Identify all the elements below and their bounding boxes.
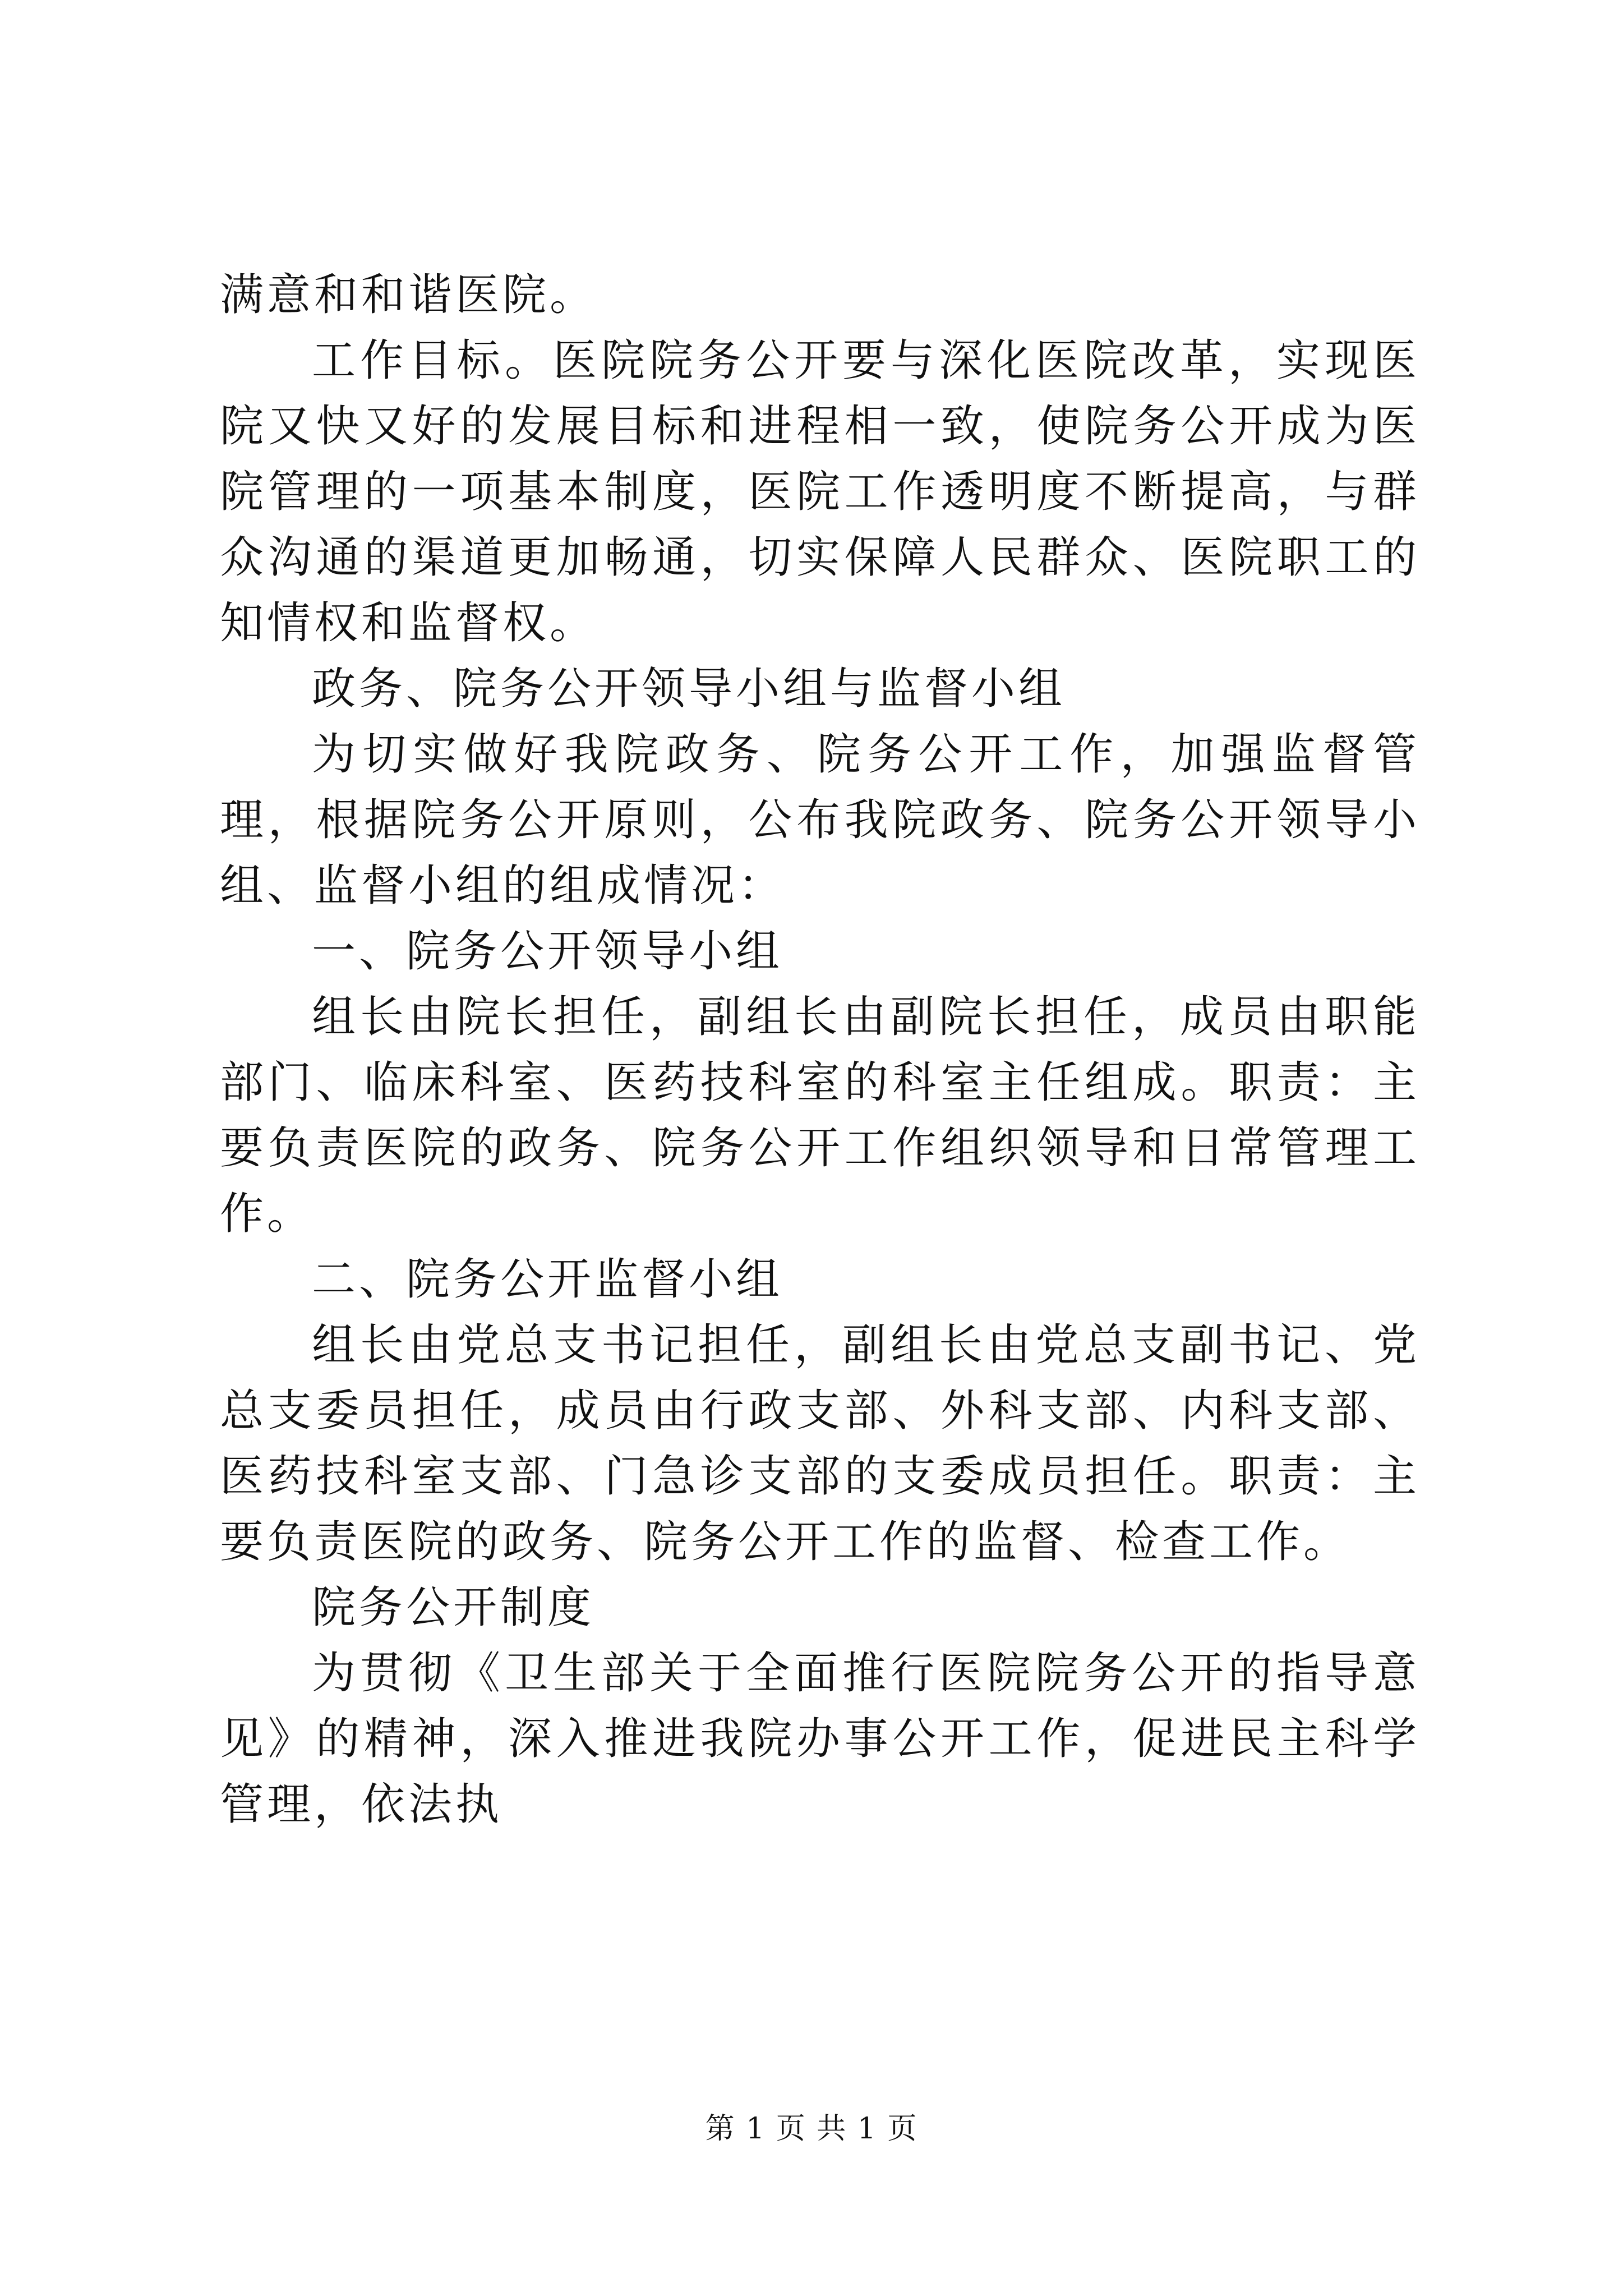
paragraph-leadership-group: 组长由院长担任，副组长由副院长担任，成员由职能部门、临床科室、医药技科室的科室主任组成。职责：主要负责医院的政务、院务公开工作组织领导和日常管理工作。 <box>220 992 1420 1239</box>
heading-groups: 政务、院务公开领导小组与监督小组 <box>312 664 1066 714</box>
heading-leadership-group: 一、院务公开领导小组 <box>312 926 783 977</box>
page-footer: 第 1 页 共 1 页 <box>705 2112 918 2146</box>
paragraph-groups-intro: 为切实做好我院政务、院务公开工作，加强监督管理，根据院务公开原则，公布我院政务、院务公开领导小组、监督小组的组成情况： <box>220 729 1420 911</box>
document-body <box>220 263 1420 1838</box>
paragraph-continuation: 满意和和谐医院。 <box>220 270 597 320</box>
heading-supervision-group: 二、院务公开监督小组 <box>312 1254 783 1305</box>
paragraph-work-goal: 工作目标。医院院务公开要与深化医院改革，实现医院又快又好的发展目标和进程相一致，使院务公开成为医院管理的一项基本制度，医院工作透明度不断提高，与群众沟通的渠道更加畅通，切实保障人民群众、医院职工的知情权和监督权。 <box>220 335 1420 648</box>
heading-disclosure-system: 院务公开制度 <box>312 1582 595 1633</box>
paragraph-supervision-group: 组长由党总支书记担任，副组长由党总支副书记、党总支委员担任，成员由行政支部、外科支部、内科支部、医药技科室支部、门急诊支部的支委成员担任。职责：主要负责医院的政务、院务公开工作的监督、检查工作。 <box>220 1320 1420 1567</box>
paragraph-disclosure-system: 为贯彻《卫生部关于全面推行医院院务公开的指导意见》的精神，深入推进我院办事公开工作，促进民主科学管理，依法执 <box>220 1648 1420 1830</box>
